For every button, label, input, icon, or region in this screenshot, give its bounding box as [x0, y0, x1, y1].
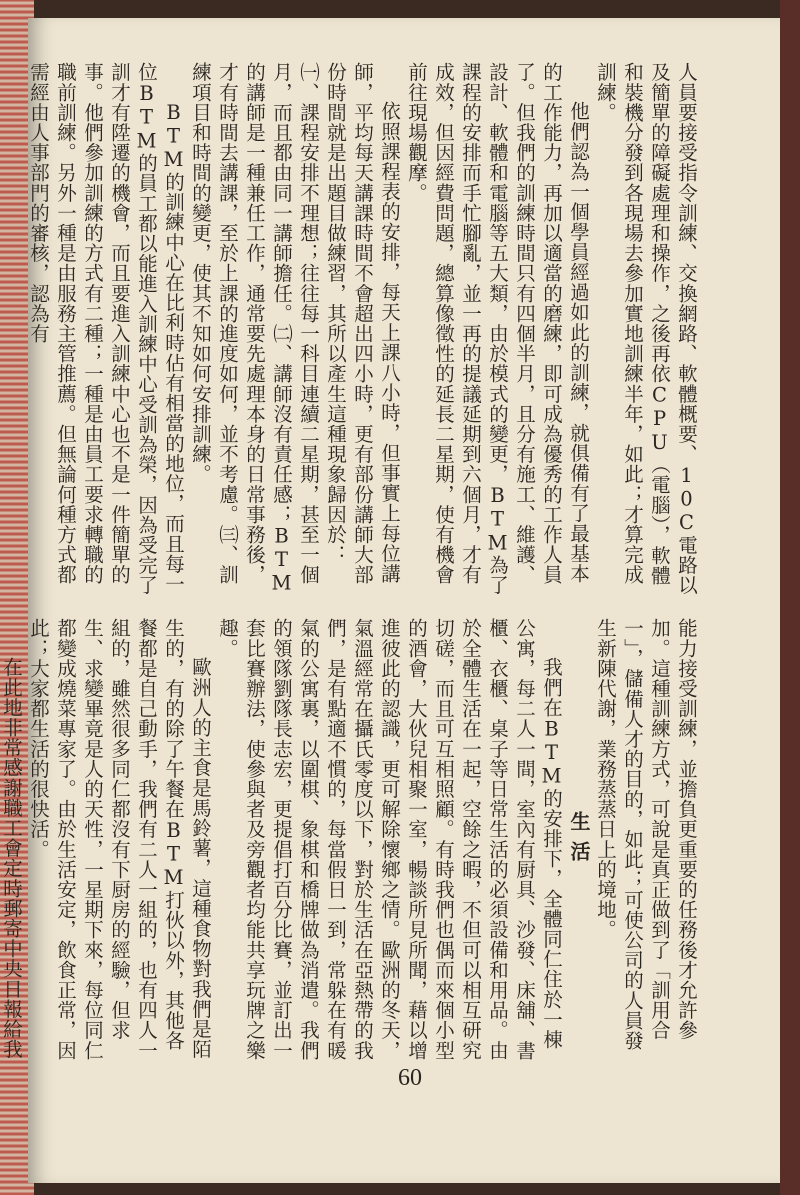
top-text-column — [27, 62, 700, 602]
bottom-text-column — [0, 618, 700, 1063]
paragraph: 在此地非常感謝職工會定時郵寄中央日報給我 — [0, 657, 23, 1059]
paragraph: 他們認為一個學員經過如此的訓練，就俱備有了最基本的工作能力，再加以適當的磨練，即可成為優秀的工作人員了。但我們的訓練時間只有四個半月，且分有施工、維護、設計、軟體和電腦等五大類，由於模式的變更，BTM為了課程的安排而手忙腳亂，並一再的提議延期到六個月，才有成效，但因經費問題，總算像徵性的延長二星期，使有機會前往現場觀摩。 — [405, 62, 590, 596]
paragraph: BTM的訓練中心在比利時佔有相當的地位，而且每一位BTM的員工都以能進入訓練中心受訓為榮，因為受完了訓才有陞遷的機會，而且要進入訓練中心也不是一件簡單的事。他們參加訓練的方式有二種；一種是由員工要求轉職的職前訓練。另外一種是由服務主管推薦。但無論何種方式都需經由人事部門的審核，認為有 — [27, 62, 185, 596]
page-number: 60 — [398, 1065, 422, 1091]
paragraph: 人員要接受指令訓練、交換網路、軟體概要、10C電路以及簡單的障礙處理和操作，之後再依CPU（電腦），軟體和裝機分發到各現場去參加實地訓練半年，如此；才算完成訓練。 — [594, 62, 698, 596]
paragraph: 歐洲人的主食是馬鈴薯，這種食物對我們是陌生的，有的除了午餐在BTM打伙以外，其他各餐都是自己動手，我們有二人一組的，也有四人一組的，雖然很多同仁都沒有下厨房的經驗，但求生、求變畢竟是人的天性，一星期下來，每位同仁都變成燒菜專家了。由於生活安定，飲食正常，因此；大家都生活的很快活。 — [27, 618, 212, 1061]
paragraph: 我們在BTM的安排下，全體同仁住於一棟公寓，每二人一間，室內有厨具、沙發、床舖、書櫃、衣櫃、桌子等日常生活的必須設備和用品。由於全體生活在一起，空餘之暇，不但可以相互研究切磋，而且可互相照顧。有時我們也偶而來個小型的酒會，大伙兒相聚一室，暢談所見所聞，藉以增進彼此的認識，更可解除懷鄉之情。歐洲的冬天，氣溫經常在攝氏零度以下，對於生活在亞熱帶的我們，是有點適不慣的，每當假日一到，常躲在有暖氣的公寓裏，以圍棋、象棋和橋牌做為消遣。我們的領隊劉隊長志宏，更提倡打百分比賽，並訂出一套比賽辦法，使參與者及旁觀者均能共享玩牌之樂趣。 — [216, 618, 563, 1061]
paragraph: 能力接受訓練，並擔負更重要的任務後才允許參加。這種訓練方式，可說是真正做到了「訓用合一」，儲備人才的目的，如此；可使公司的人員發生新陳代謝，業務蒸蒸日上的境地。 — [594, 618, 698, 1051]
paragraph: 依照課程表的安排，每天上課八小時，但事實上每位講師，平均每天講課時間不會超出四小時，更有部份講師大部份時間就是出題目做練習，其所以產生這種現象歸因於：㈠、課程安排不理想；往往每一科目連續二星期，甚至一個月，而且都由同一講師擔任。㈡、講師沒有責任感；BTM的講師是一種兼任工作，通常要先處理本身的日常事務後，才有時間去講課，至於上課的進度如何，並不考慮。㈢、訓練項目和時間的變更，使其不知如何安排訓練。 — [189, 62, 401, 596]
section-heading: 生活 — [567, 810, 591, 871]
book-cover-edge — [780, 0, 800, 1195]
